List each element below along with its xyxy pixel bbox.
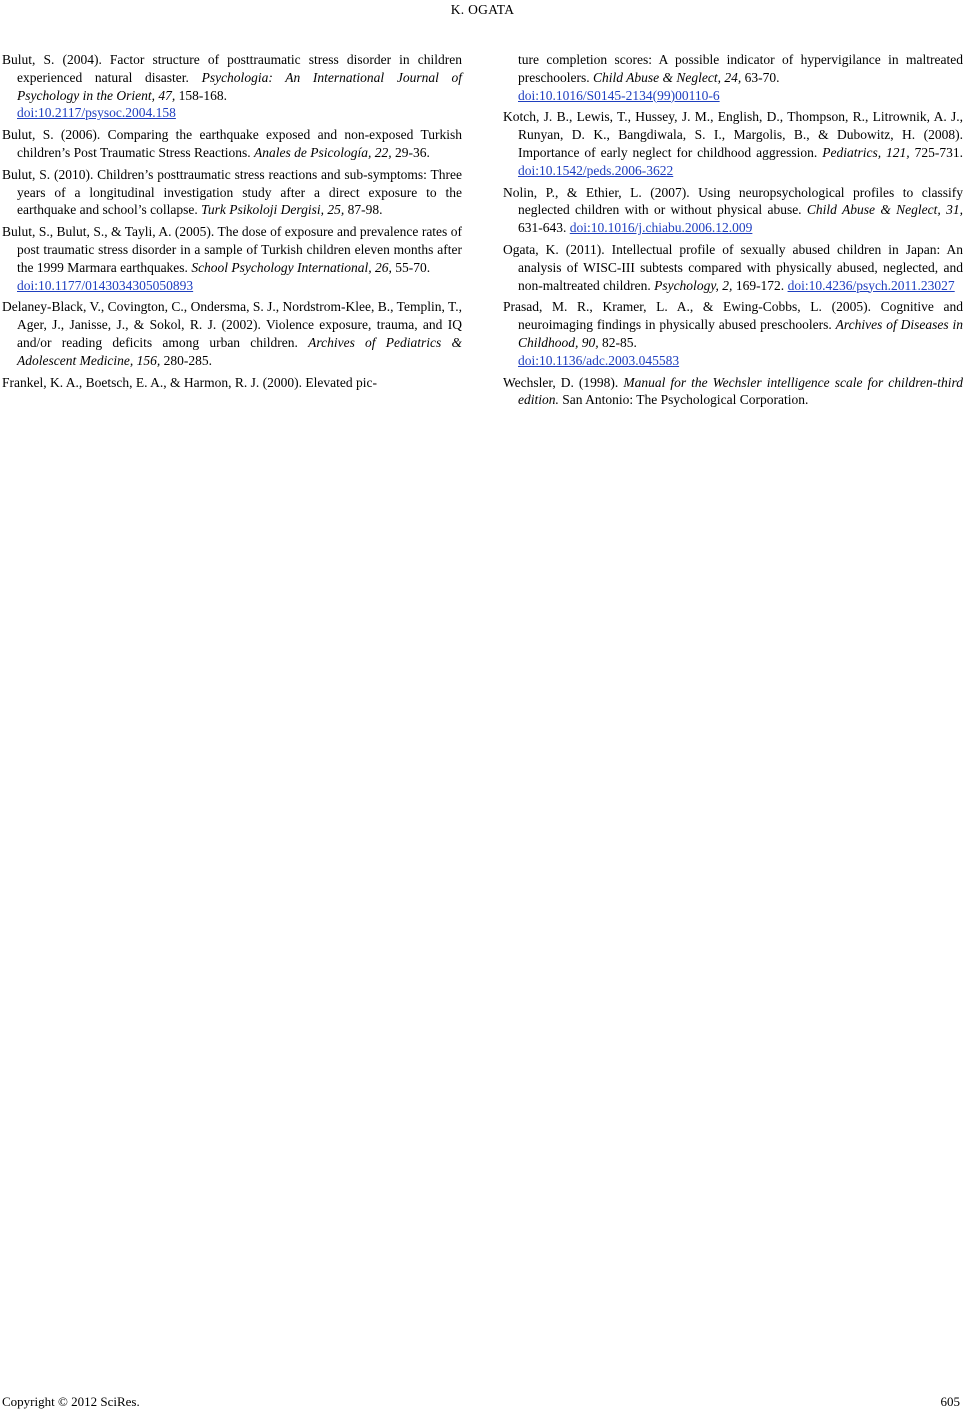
- doi-link[interactable]: doi:10.1177/0143034305050893: [17, 277, 194, 293]
- reference-pages: 169-172.: [732, 277, 788, 293]
- reference-journal: Manual for the Wechsler intelligence scale for children-third edition.: [518, 374, 964, 408]
- reference-entry: [2, 51, 462, 122]
- reference-pages: 631-643.: [518, 220, 570, 236]
- reference-text: Wechsler, D. (1998).: [503, 374, 624, 390]
- reference-pages: 55-70.: [391, 259, 431, 275]
- reference-entry: [2, 126, 462, 162]
- reference-journal: Archives of Pediatrics & Adolescent Medicine, 156,: [17, 334, 462, 368]
- doi-link[interactable]: doi:10.1136/adc.2003.045583: [518, 352, 680, 368]
- reference-journal: Psychology, 2,: [654, 277, 733, 293]
- page-number: 605: [940, 1394, 960, 1409]
- reference-journal: Psychologia: An International Journal of Psychology in the Orient, 47,: [17, 69, 462, 103]
- reference-text: Bulut, S. (2006). Comparing the earthquake exposed and non-exposed Turkish children’s Post Traumatic Stress Reactions.: [2, 127, 462, 160]
- reference-pages: 29-36.: [391, 144, 430, 160]
- reference-pages: 725-731.: [909, 144, 963, 160]
- reference-pages: 158-168.: [175, 87, 227, 103]
- reference-journal: Archives of Diseases in Childhood, 90,: [518, 317, 964, 350]
- reference-text: Frankel, K. A., Boetsch, E. A., & Harmon, R. J. (2000). Elevated pic-: [2, 374, 377, 390]
- doi-link[interactable]: doi:10.1542/peds.2006-3622: [518, 162, 674, 178]
- reference-journal: Anales de Psicología, 22,: [254, 144, 392, 160]
- reference-entry: [503, 298, 963, 369]
- reference-entry: [2, 298, 462, 369]
- copyright-notice: Copyright © 2012 SciRes.: [2, 1394, 140, 1409]
- reference-pages: 82-85.: [598, 334, 637, 350]
- reference-entry-continued: [503, 51, 963, 104]
- reference-text: Nolin, P., & Ethier, L. (2007). Using neuropsychological profiles to classify neglected children with or without physical abuse.: [503, 184, 963, 218]
- reference-journal: Pediatrics, 121,: [822, 144, 910, 160]
- reference-text: Prasad, M. R., Kramer, L. A., & Ewing-Cobbs, L. (2005). Cognitive and neuroimaging findings in physically abused preschoolers.: [503, 299, 963, 333]
- reference-entry: [503, 108, 963, 179]
- reference-pages: San Antonio: The Psychological Corporation.: [558, 392, 809, 408]
- reference-entry: [2, 374, 462, 392]
- reference-text: Bulut, S. (2004). Factor structure of posttraumatic stress disorder in children experienced natural disaster.: [2, 52, 462, 85]
- doi-link[interactable]: doi:10.1016/S0145-2134(99)00110-6: [518, 87, 720, 103]
- reference-entry: [503, 374, 963, 410]
- reference-text: Kotch, J. B., Lewis, T., Hussey, J. M., English, D., Thompson, R., Litrownik, A. J., Runyan, D. K., Bangdiwala, S. I., Margolis, B., & Dubowitz, H. (2008). Importance of early neglect for childhood aggression.: [503, 109, 963, 160]
- doi-link[interactable]: doi:10.2117/psysoc.2004.158: [17, 105, 176, 121]
- reference-journal: Child Abuse & Neglect, 24,: [592, 69, 742, 85]
- reference-text: ture completion scores: A possible indicator of hypervigilance in maltreated preschoolers.: [518, 52, 963, 85]
- reference-text: Bulut, S. (2010). Children’s posttraumatic stress reactions and sub-symptoms: Three years of a longitudinal investigation study after a direct exposure to the earthquake and school’s collapse.: [2, 166, 462, 218]
- references-left-column: [2, 51, 462, 395]
- reference-text: Delaney-Black, V., Covington, C., Ondersma, S. J., Nordstrom-Klee, B., Templin, T., Ager, J., Janisse, J., & Sokol, R. J. (2002). Violence exposure, trauma, and IQ and/or reading deficits among urban children.: [2, 299, 462, 350]
- doi-link[interactable]: doi:10.1016/j.chiabu.2006.12.009: [569, 220, 753, 236]
- running-head: K. OGATA: [450, 2, 515, 17]
- reference-journal: School Psychology International, 26,: [191, 259, 392, 275]
- doi-link[interactable]: doi:10.4236/psych.2011.23027: [787, 277, 955, 293]
- reference-text: Ogata, K. (2011). Intellectual profile of sexually abused children in Japan: An analysis of WISC-III subtests compared with physically abused, neglected, and non-maltreated children.: [503, 241, 963, 293]
- reference-journal: Child Abuse & Neglect, 31,: [806, 202, 963, 218]
- reference-journal: Turk Psikoloji Dergisi, 25,: [201, 202, 345, 218]
- reference-text: Bulut, S., Bulut, S., & Tayli, A. (2005). The dose of exposure and prevalence rates of post traumatic stress disorder in a sample of Turkish children eleven months after the 1999 Marmara earthquakes.: [2, 224, 462, 275]
- reference-entry: [503, 184, 963, 237]
- reference-entry: [503, 241, 963, 294]
- reference-entry: [2, 223, 462, 294]
- reference-pages: 87-98.: [344, 202, 383, 218]
- reference-entry: [2, 166, 462, 219]
- reference-pages: 280-285.: [160, 352, 212, 368]
- references-right-column: [503, 51, 963, 413]
- reference-pages: 63-70.: [741, 69, 780, 85]
